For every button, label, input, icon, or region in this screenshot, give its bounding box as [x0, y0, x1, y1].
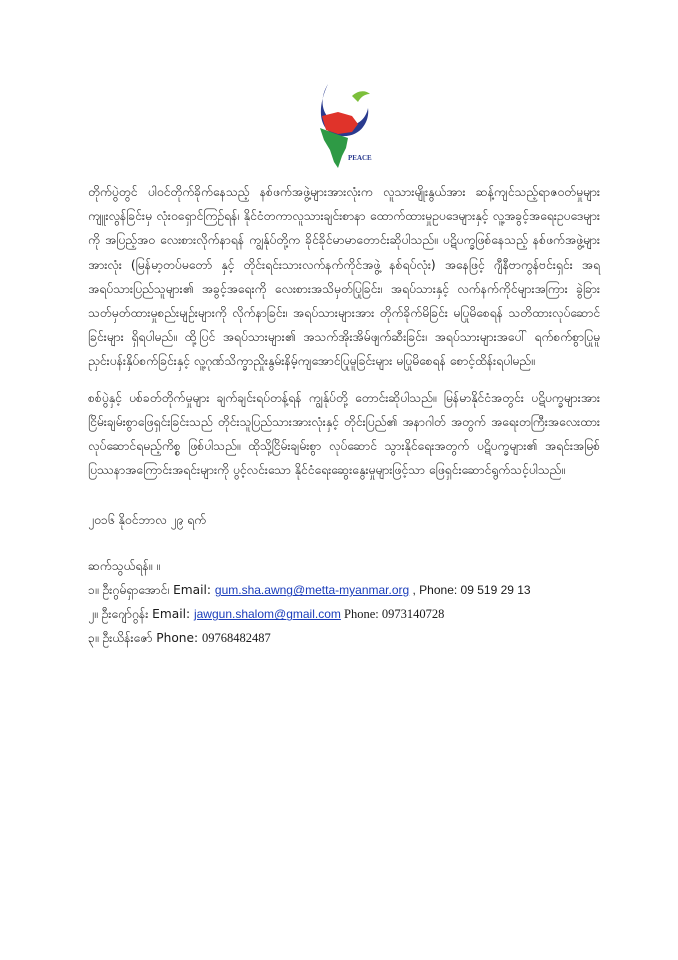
date-line: ၂၀၁၆ နိုဝင်ဘာလ ၂၉ ရက် [88, 513, 207, 528]
contacts-title: ဆက်သွယ်ရန်။ ။ [88, 559, 160, 574]
contact-3-name: ၃။ ဦးယိန်းဇော် Phone: [88, 631, 202, 646]
paragraph-1: တိုက်ပွဲတွင် ပါဝင်တိုက်ခိုက်နေသည့် နစ်ဖက်အဖွဲ့များအားလုံးက လူသားမျိုးနွယ်အား ဆန့်ကျင်သည့်ရာဇဝတ်မှုများကျူးလွန်ခြင်းမှ လုံးဝရှောင်ကြဉ်ရန်၊ နိုင်ငံတကာလူသားချင်းစာနာ ထောက်ထားမှုဥပဒေများနှင့် လူ့အခွင့်အရေးဥပဒေများကို အပြည့်အဝ လေးစားလိုက်နာရန် ကျွန်ုပ်တို့က ခိုင်ခိုင်မာမာတောင်းဆိုပါသည်။ ပဋိပက္ခဖြစ်နေသည့် နစ်ဖက်အဖွဲ့များအားလုံး (မြန်မာ့တပ်မတော် နှင့် တိုင်းရင်းသားလက်နက်ကိုင်အဖွဲ့ နစ်ရပ်လုံး) အနေဖြင့် ဂျီနီဗာကွန်ဗင်းရှင်း အရ အရပ်သားပြည်သူများ၏ အခွင့်အရေးကို လေးစားအသိမှတ်ပြုခြင်း၊ အရပ်သားနှင့် လက်နက်ကိုင်များအကြား ခွဲခြားသတ်မှတ်ထားမှုစည်းမျဉ်းများကို လိုက်နာခြင်း၊ အရပ်သားများအား တိုက်ခိုက်မိခြင်း မပြုမိစေရန် သတိထားလုပ်ဆောင်ခြင်းများ ရှိရပါမည်။ ထို့ပြင် အရပ်သားများ၏ အသက်အိုးအိမ်ဖျက်ဆီးခြင်း၊ အရပ်သားများအပေါ် ရက်စက်စွာပြုမူ ညှင်းပန်းနှိပ်စက်ခြင်းနှင့် လူ့ဂုဏ်သိက္ခာညှိုးနွမ်းနိမ့်ကျအောင်ပြုမူခြင်းများ မပြုမိစေရန် စောင့်ထိန်းရပါမည်။ [88, 185, 600, 369]
logo-peace-text: PEACE [348, 154, 372, 162]
contact-row-1 [88, 578, 600, 602]
document-body [88, 180, 600, 650]
peace-logo [308, 78, 378, 178]
logo-dove-icon [352, 91, 370, 102]
contact-1-email-link[interactable]: gum.sha.awng@metta-myanmar.org [214, 583, 410, 598]
contact-1-name: ၁။ ဦးဂွမ်ရှာအောင်၊ Email: [88, 583, 215, 598]
contact-2-phone: Phone: 0973140728 [340, 607, 445, 622]
logo-red-region [322, 112, 358, 134]
paragraph-2: စစ်ပွဲနှင့် ပစ်ခတ်တိုက်မှုများ ချက်ချင်းရပ်တန့်ရန် ကျွန်ုပ်တို့ တောင်းဆိုပါသည်။ မြန်မာနိုင်ငံအတွင်း ပဋိပက္ခများအား ငြိမ်းချမ်းစွာဖြေရှင်းခြင်းသည် တိုင်းသူပြည်သားအားလုံးနှင့် တိုင်းပြည်၏ အနာဂါတ် အတွက် အရေးတကြီးအလေးထားလုပ်ဆောင်ရမည့်ကိစ္စ ဖြစ်ပါသည်။ ထိုသို့ငြိမ်းချမ်းစွာ လုပ်ဆောင် သွားနိုင်ရေးအတွက် ပဋိပက္ခများ၏ အရင်းအမြစ်ပြဿနာအကြောင်းအရင်းများကို ပွင့်လင်းသော နိုင်ငံရေးဆွေးနွေးမှုများဖြင့်သာ ဖြေရှင်းဆောင်ရွက်သင့်ပါသည်။ [88, 390, 600, 478]
contact-2-email-link[interactable]: jawgun.shalom@gmail.com [193, 607, 341, 622]
contact-2-name: ၂။ ဦးဂျော်ဂွန်း Email: [88, 607, 194, 622]
contact-row-3 [88, 626, 600, 650]
contact-3-phone: 09768482487 [202, 631, 271, 646]
contact-1-phone: , Phone: 09 519 29 13 [409, 583, 531, 598]
contact-row-2 [88, 602, 600, 626]
